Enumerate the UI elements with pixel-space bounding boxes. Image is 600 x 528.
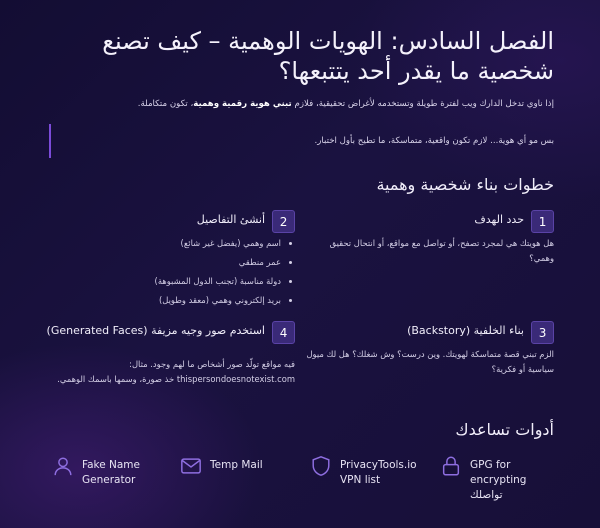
step-title: حدد الهدف (474, 213, 524, 226)
tool-label: Fake Name Generator (82, 459, 140, 486)
intro-text-start: إذا ناوي تدخل الدارك ويب لفترة طويلة وتستخدمه لأغراض تحقيقية، فلازم (291, 99, 554, 109)
tool-temp-mail[interactable] (180, 455, 300, 505)
step-body (45, 236, 295, 312)
tool-privacytools-vpn[interactable] (310, 455, 440, 505)
page-title: الفصل السادس: الهويات الوهمية – كيف تصنع شخصية ما يقدر أحد يتتبعها؟ (102, 27, 554, 85)
step-body: فيه مواقع تولّد صور أشخاص ما لهم وجود. مثال: thispersondoesnotexist.com خذ صورة، وسمها باسمك الوهمي. (57, 359, 295, 384)
intro-paragraph (34, 99, 554, 109)
step-card-3 (304, 321, 554, 381)
step-number-badge: 1 (531, 210, 554, 233)
step-card-4 (45, 321, 295, 401)
step-number-badge: 4 (272, 321, 295, 344)
tool-fake-name-generator[interactable] (52, 455, 172, 505)
step-number-badge: 3 (531, 321, 554, 344)
step-title: استخدم صور وجيه مزيفة (Generated Faces) (46, 324, 265, 337)
tool-label: Temp Mail (210, 459, 263, 471)
intro-text-end: ، تكون متكاملة. (137, 99, 194, 109)
quote-accent-bar (49, 124, 51, 158)
tool-label: PrivacyTools.io VPN list (340, 459, 417, 486)
intro-text-bold: تبني هوية رقمية وهمية (193, 99, 292, 109)
step-card-2 (45, 210, 295, 310)
tool-gpg[interactable] (440, 455, 565, 505)
user-icon (52, 455, 74, 477)
list-item: بريد إلكتروني وهمي (معقد وطويل) (45, 293, 295, 308)
list-item: عمر منطقي (45, 255, 295, 270)
shield-icon (310, 455, 332, 477)
step-details-list (45, 236, 295, 308)
step-body: الزم تبني قصة متماسكة لهويتك. وين درست؟ وش شغلك؟ هل لك ميول سياسية أو فكرية؟ (306, 349, 554, 374)
steps-heading: خطوات بناء شخصية وهمية (376, 175, 554, 194)
list-item: دولة مناسبة (تجنب الدول المشبوهة) (45, 274, 295, 289)
step-title: أنشئ التفاصيل (196, 213, 265, 226)
list-item: اسم وهمي (يفضل غير شائع) (45, 236, 295, 251)
step-body: هل هويتك هي لمجرد تصفح، أو تواصل مع مواقع، أو انتحال تحقيق وهمي؟ (329, 238, 554, 263)
step-card-1 (304, 210, 554, 270)
quote-text: بس مو أي هوية... لازم تكون واقعية، متماسكة، ما تطيح بأول اختبار. (314, 136, 554, 146)
mail-icon (180, 455, 202, 477)
step-title: بناء الخلفية (Backstory) (407, 324, 524, 337)
tools-heading: أدوات تساعدك (455, 420, 554, 439)
tool-label: GPG for encrypting تواصلك (470, 459, 527, 501)
step-number-badge: 2 (272, 210, 295, 233)
lock-icon (440, 455, 462, 477)
